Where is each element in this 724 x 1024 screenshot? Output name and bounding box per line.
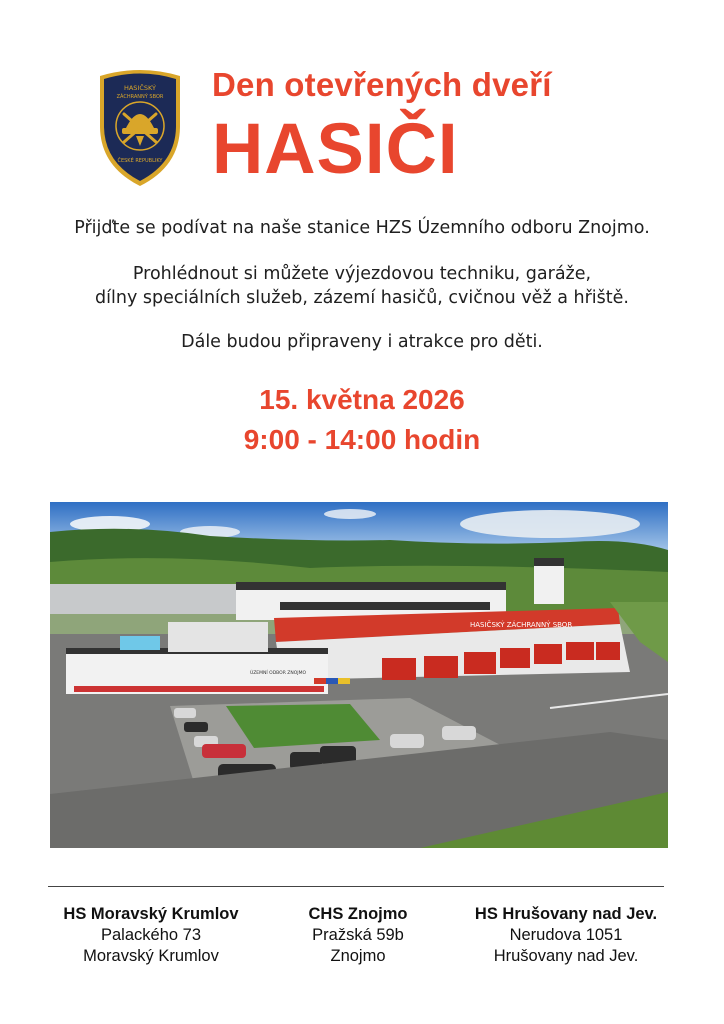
divider (48, 886, 664, 887)
title-line1: Den otevřených dveří (212, 66, 552, 103)
station-street: Nerudova 1051 (509, 926, 623, 944)
wing-sign: ÚZEMNÍ ODBOR ZNOJMO (250, 671, 307, 676)
station-city: Moravský Krumlov (83, 947, 219, 965)
station-city: Znojmo (330, 947, 386, 965)
station-moravsky-krumlov (40, 904, 262, 967)
station-city: Hrušovany nad Jev. (493, 947, 639, 965)
intro-line3: dílny speciálních služeb, zázemí hasičů, cvičnou věž a hřiště. (95, 288, 629, 308)
station-name: CHS Znojmo (308, 905, 408, 923)
station-street: Palackého 73 (101, 926, 201, 944)
hzs-logo (96, 66, 184, 188)
station-street: Pražská 59b (312, 926, 404, 944)
title-hasici: HASIČI (212, 110, 459, 189)
fire-station-photo (50, 502, 668, 848)
station-name: HS Hrušovany nad Jev. (474, 905, 658, 923)
svg-text:ZÁCHRANNÝ SBOR: ZÁCHRANNÝ SBOR (116, 94, 164, 100)
svg-text:ČESKÉ REPUBLIKY: ČESKÉ REPUBLIKY (117, 158, 163, 164)
intro-block (30, 262, 694, 310)
station-name: HS Moravský Krumlov (63, 905, 239, 923)
event-time: 9:00 - 14:00 hodin (243, 424, 481, 455)
event-date: 15. května 2026 (259, 384, 465, 415)
intro-line2: Prohlédnout si můžete výjezdovou techniku, garáže, (132, 264, 592, 284)
station-znojmo (272, 904, 444, 967)
station-sign: HASIČSKÝ ZÁCHRANNÝ SBOR (470, 621, 573, 629)
intro-line1: Přijďte se podívat na naše stanice HZS Územního odboru Znojmo. (74, 218, 650, 238)
intro-line4: Dále budou připraveny i atrakce pro děti. (181, 332, 543, 352)
svg-text:HASIČSKÝ: HASIČSKÝ (123, 84, 157, 92)
station-hrusovany (446, 904, 686, 967)
